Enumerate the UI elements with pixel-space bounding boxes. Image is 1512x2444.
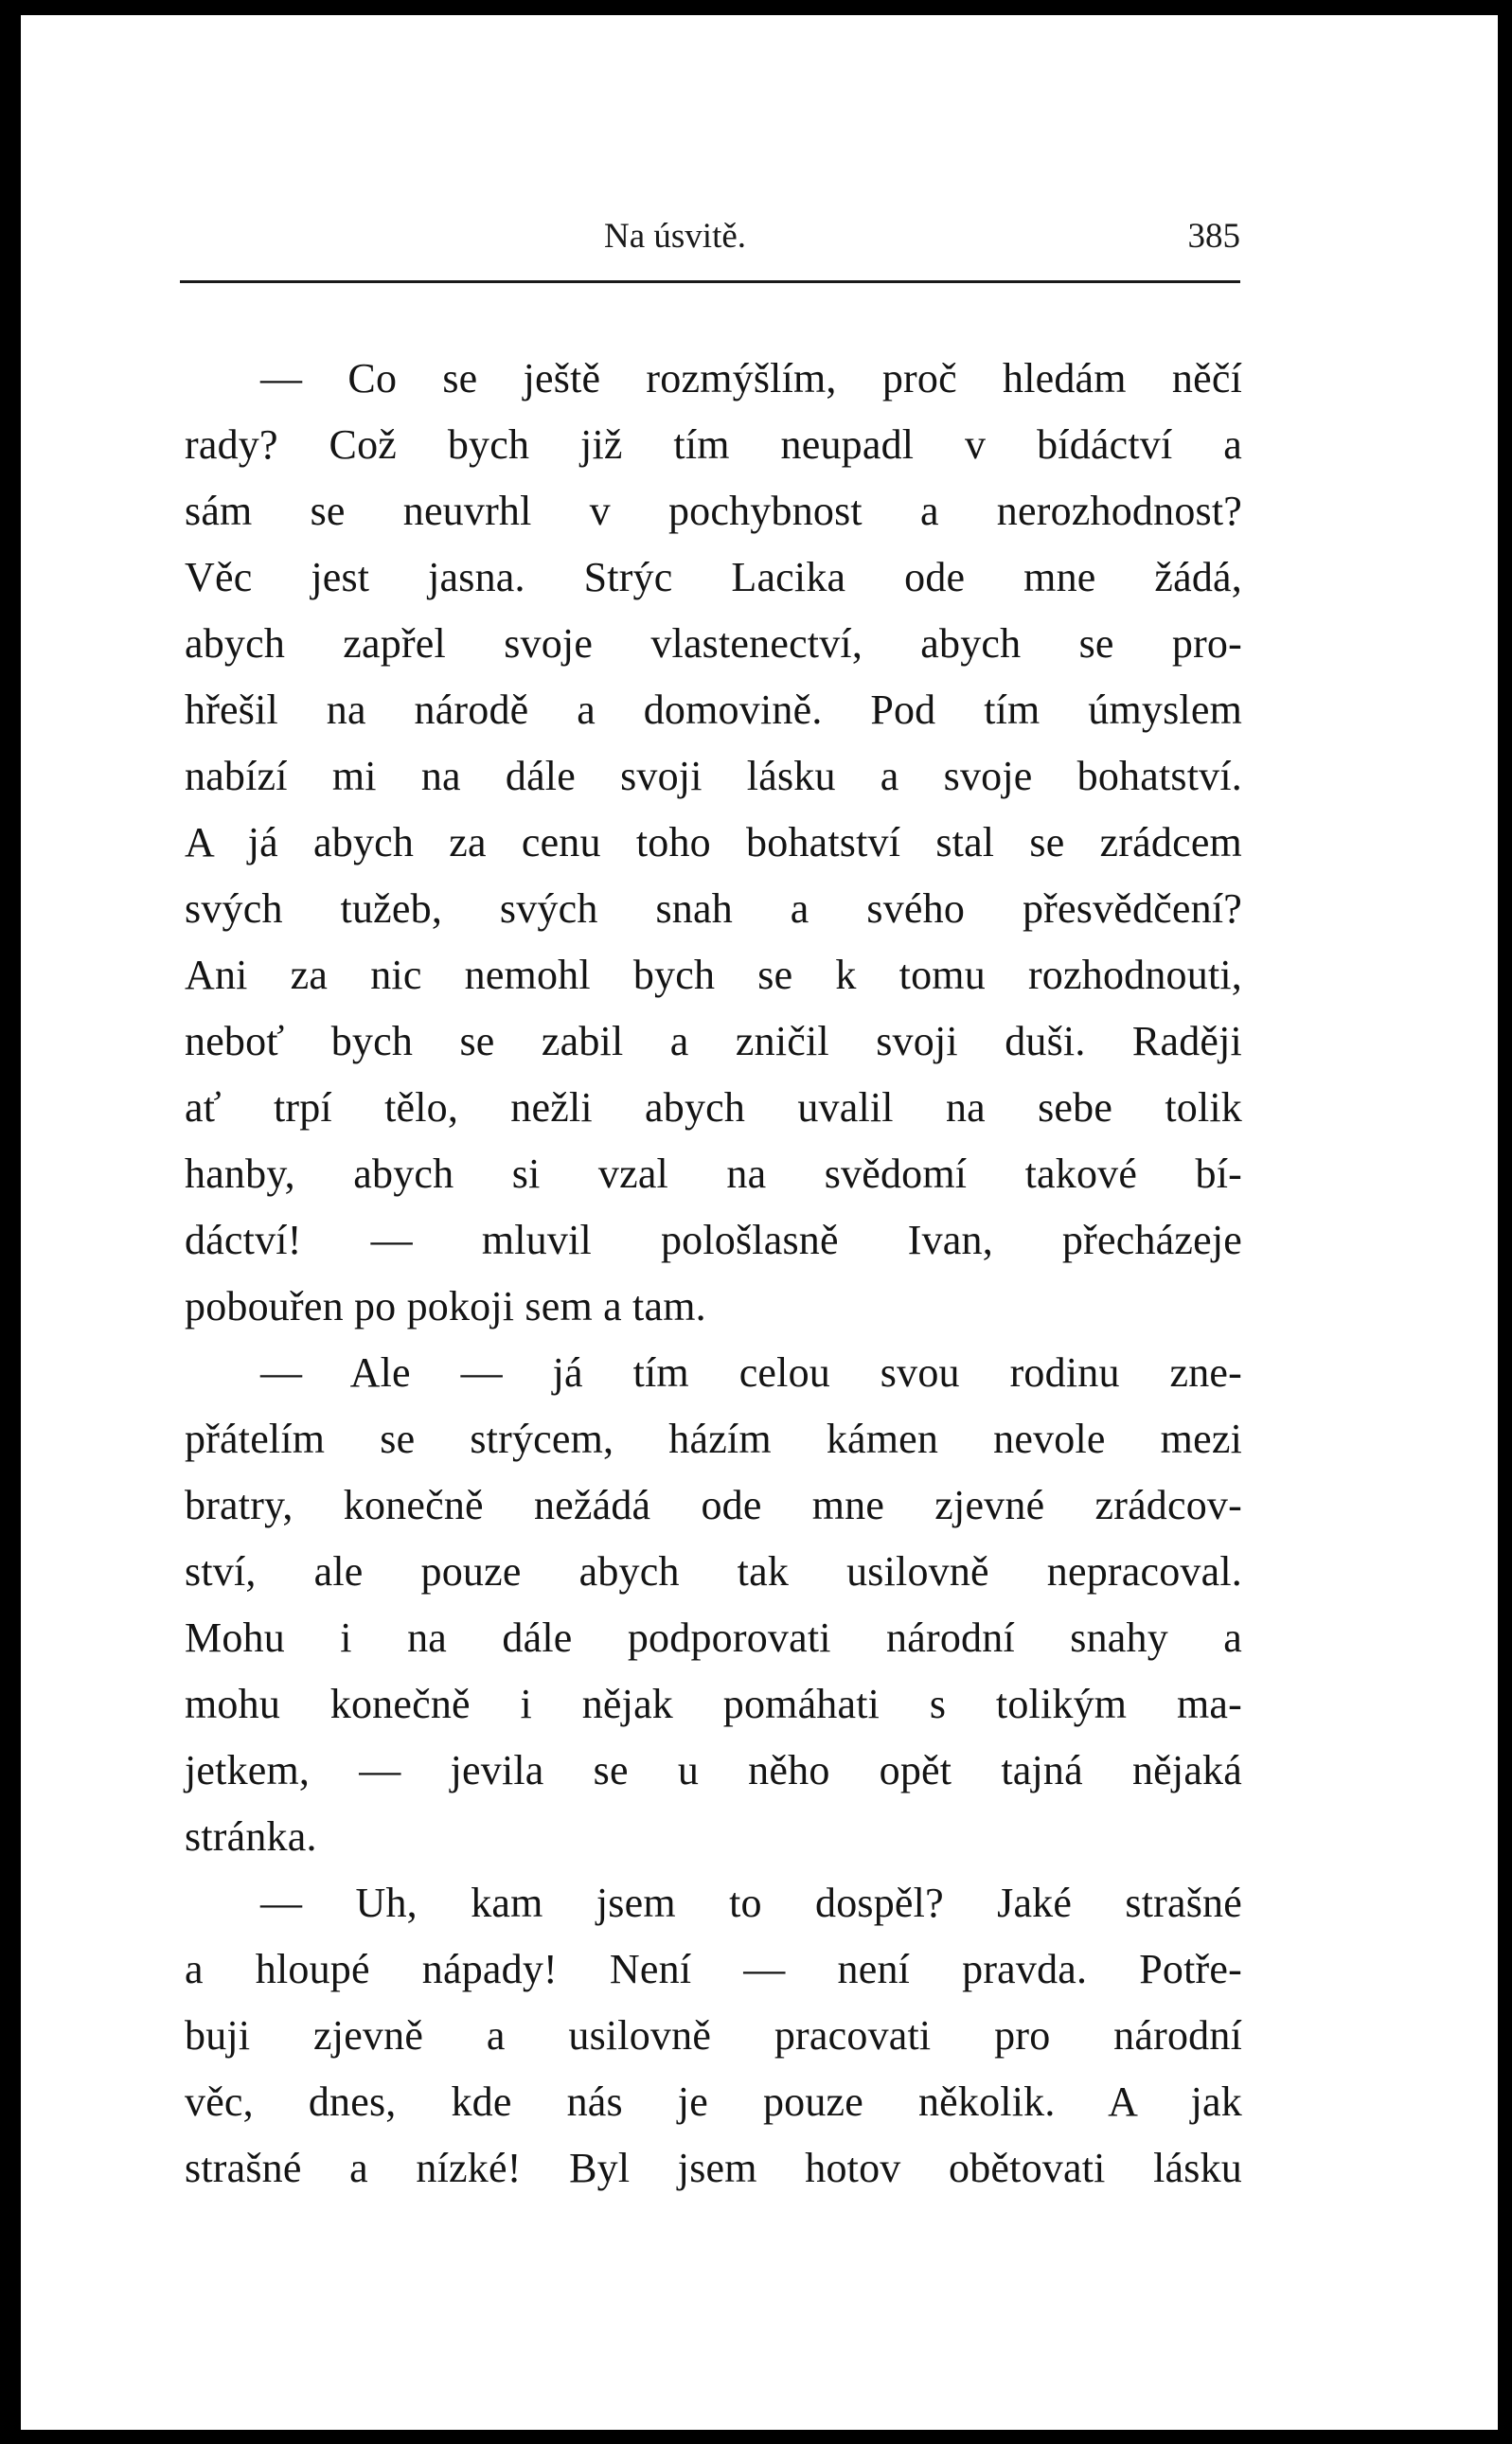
text-line: — Ale — já tím celou svou rodinu zne- [260,1349,1242,1396]
text-line: A já abych za cenu toho bohatství stal se zrádcem [185,819,1242,865]
running-title: Na úsvitě. [604,217,747,256]
text-line: — Uh, kam jsem to dospěl? Jaké strašné [260,1880,1242,1926]
page-number: 385 [1187,217,1240,256]
text-line: bratry, konečně nežádá ode mne zjevné zrádcov- [185,1482,1242,1528]
text-line: ství, ale pouze abych tak usilovně nepracoval. [185,1548,1242,1595]
text-line: buji zjevně a usilovně pracovati pro národní [185,2012,1242,2059]
text-line: Mohu i na dále podporovati národní snahy a [185,1614,1242,1661]
text-line: pobouřen po pokoji sem a tam. [185,1283,706,1329]
text-line: sám se neuvrhl v pochybnost a nerozhodnost? [185,488,1242,534]
text-line: — Co se ještě rozmýšlím, proč hledám něčí [260,355,1242,401]
text-line: dáctví! — mluvil pološlasně Ivan, přecházeje [185,1217,1242,1263]
text-line: stránka. [185,1813,317,1860]
text-line: věc, dnes, kde nás je pouze několik. A jak [185,2078,1242,2125]
text-line: nabízí mi na dále svoji lásku a svoje bohatství. [185,753,1242,799]
body-text [185,346,1242,2202]
text-line: mohu konečně i nějak pomáhati s tolikým ma- [185,1681,1242,1727]
text-line: přátelím se strýcem, házím kámen nevole mezi [185,1416,1242,1462]
text-line: Věc jest jasna. Strýc Lacika ode mne žádá, [185,554,1242,600]
text-line: Ani za nic nemohl bych se k tomu rozhodnouti, [185,952,1242,998]
text-line: ať trpí tělo, nežli abych uvalil na sebe tolik [185,1084,1242,1131]
text-line: svých tužeb, svých snah a svého přesvědčení? [185,885,1242,932]
text-line: rady? Což bych již tím neupadl v bídáctví a [185,421,1242,468]
text-line: a hloupé nápady! Není — není pravda. Potře- [185,1946,1242,1992]
scan-left-edge [0,0,21,2444]
text-line: jetkem, — jevila se u něho opět tajná nějaká [185,1747,1242,1793]
text-line: hanby, abych si vzal na svědomí takové bí- [185,1151,1242,1197]
running-header [180,216,1240,273]
text-line: hřešil na národě a domovině. Pod tím úmyslem [185,687,1242,733]
text-line: neboť bych se zabil a zničil svoji duši. Raději [185,1018,1242,1064]
header-rule [180,280,1240,283]
text-line: strašné a nízké! Byl jsem hotov obětovati lásku [185,2145,1242,2191]
text-line: abych zapřel svoje vlastenectví, abych se pro- [185,620,1242,667]
